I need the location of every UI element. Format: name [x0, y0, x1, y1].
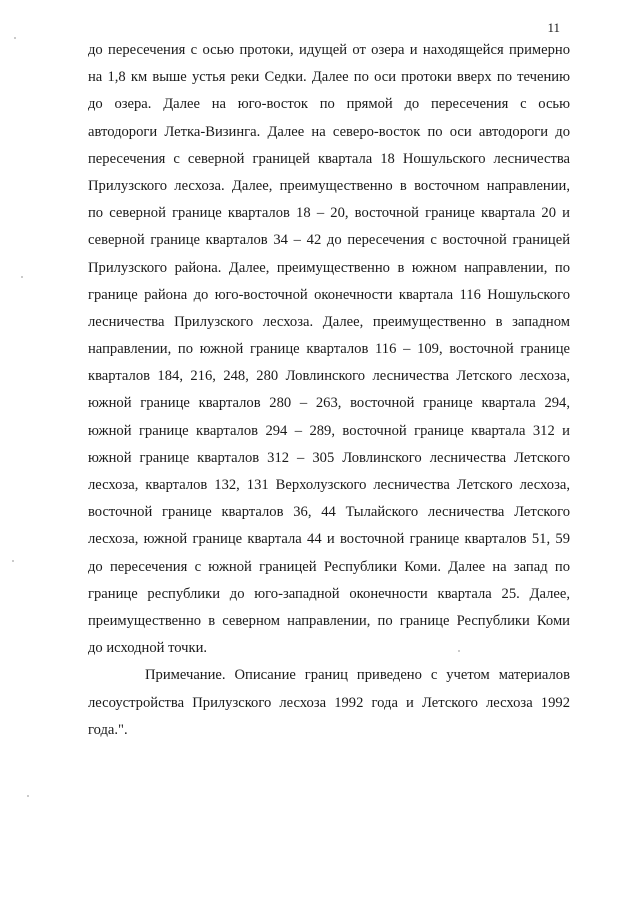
text-line: пересечения с северной границей квартала 18 Ношульского лесничества	[88, 150, 570, 167]
text-line: до исходной точки.	[88, 640, 208, 657]
text-line: лесничества Прилузского лесхоза. Далее, преимущественно в западном	[88, 313, 570, 330]
margin-mark	[458, 650, 460, 652]
text-line: года.".	[88, 721, 128, 738]
margin-mark	[14, 37, 16, 39]
text-line: лесхоза, южной границе квартала 44 и восточной границе кварталов 51, 59	[88, 531, 570, 548]
margin-mark	[12, 560, 14, 562]
text-line: Примечание. Описание границ приведено с учетом материалов	[145, 667, 570, 684]
text-line: лесхоза, кварталов 132, 131 Верхолузского лесничества Летского лесхоза,	[88, 477, 570, 493]
text-line: по северной границе кварталов 18 – 20, восточной границе квартала 20 и	[88, 205, 570, 222]
text-line: лесоустройства Прилузского лесхоза 1992 года и Летского лесхоза 1992	[88, 694, 570, 711]
text-line: направлении, по южной границе кварталов 116 – 109, восточной границе	[88, 341, 570, 358]
text-line: на 1,8 км выше устья реки Седки. Далее по оси протоки вверх по течению	[88, 69, 570, 86]
page-number: 11	[547, 20, 560, 35]
text-line: автодороги Летка-Визинга. Далее на северо-восток по оси автодороги до	[88, 123, 570, 140]
text-line: северной границе кварталов 34 – 42 до пересечения с восточной границей	[88, 232, 570, 249]
text-line: до пересечения с южной границей Республики Коми. Далее на запад по	[88, 558, 570, 575]
text-line: южной границе кварталов 280 – 263, восточной границе квартала 294,	[88, 395, 570, 412]
text-line: до пересечения с осью протоки, идущей от озера и находящейся примерно	[88, 42, 570, 58]
text-line: границе района до юго-восточной оконечности квартала 116 Ношульского	[88, 286, 570, 303]
margin-mark	[21, 276, 23, 278]
text-line: кварталов 184, 216, 248, 280 Ловлинского лесничества Летского лесхоза,	[88, 368, 570, 385]
document-body	[88, 37, 570, 744]
text-line: границе республики до юго-западной оконечности квартала 25. Далее,	[88, 585, 570, 602]
text-line: южной границе кварталов 294 – 289, восточной границе квартала 312 и	[88, 422, 570, 439]
text-line: южной границе кварталов 312 – 305 Ловлинского лесничества Летского	[88, 449, 570, 466]
text-line: до озера. Далее на юго-восток по прямой до пересечения с осью	[88, 96, 570, 113]
text-line: Прилузского района. Далее, преимущественно в южном направлении, по	[88, 259, 570, 276]
margin-mark	[27, 795, 29, 797]
text-line: преимущественно в северном направлении, по границе Республики Коми	[88, 612, 570, 629]
text-line: Прилузского лесхоза. Далее, преимущественно в восточном направлении,	[88, 177, 570, 194]
text-line: восточной границе кварталов 36, 44 Тылайского лесничества Летского	[88, 504, 570, 521]
